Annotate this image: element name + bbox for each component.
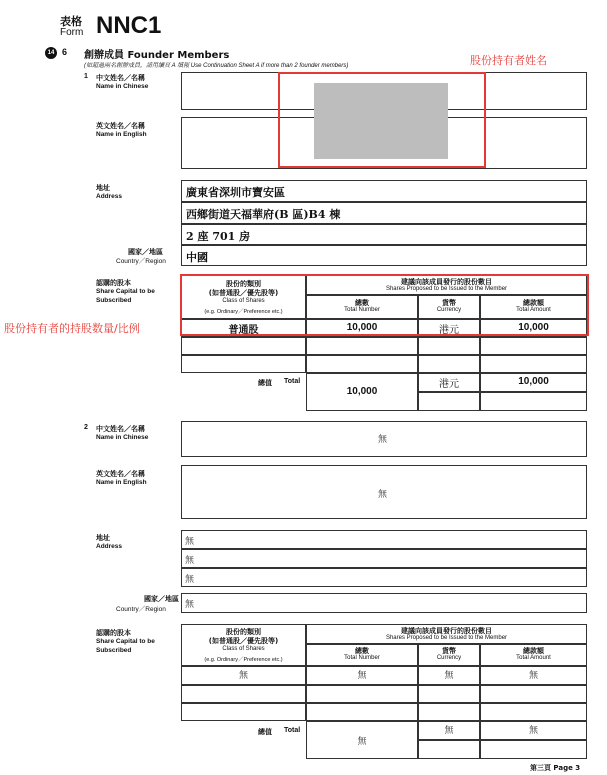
proposed-header-zh: 建議向該成員發行的股份數目 [401,278,492,286]
sum-amount-value: 10,000 [518,376,549,387]
name-chinese-label-zh: 中文姓名／名稱 [96,74,145,82]
proposed-header-en: Shares Proposed to be Issued to the Member [385,286,508,292]
member2-address-line3-value: 無 [185,575,195,585]
total-number-header-zh: 總數 [355,647,369,655]
country-label-zh: 國家／地區 [128,248,163,256]
empty-row-cell[interactable] [480,685,587,703]
member2-sum-currency-value: 無 [444,726,454,736]
name-english-label-en: Name in English [96,131,147,138]
capital-label-en2: Subscribed [96,297,132,304]
empty-row-cell[interactable] [181,703,306,721]
member1-index: 1 [84,73,88,80]
shares-highlight-box [180,274,589,336]
empty-row-cell[interactable] [306,703,418,721]
currency-header-en: Currency [436,307,462,313]
member2-address-line2-value: 無 [185,556,195,566]
currency-value: 港元 [439,325,459,336]
section-note: (如超過兩名創辦成員，請用續頁 A 填報 Use Continuation Sheet A if more than 2 founder members) [84,63,349,69]
class-header-zh2: (如普通股／優先股等) [208,637,279,645]
empty-row-cell[interactable] [306,355,418,373]
section-number: 6 [62,47,68,57]
section-badge: 14 [45,47,57,59]
total-number-value: 10,000 [346,322,378,333]
currency-header-zh: 貨幣 [442,299,456,307]
member2-index: 2 [84,424,88,431]
capital-label-zh: 認購的股本 [96,279,131,287]
country-label-en: Country／Region [116,606,166,613]
sum-empty-cell[interactable] [480,392,587,411]
capital-label-en1: Share Capital to be [96,638,155,645]
shares-annotation: 股份持有者的持股数量/比例 [4,322,140,335]
name-highlight-box [278,72,486,168]
name-annotation: 股份持有者姓名 [470,54,547,67]
address-label-zh: 地址 [96,184,110,192]
class-header-zh: 股份的類別 [226,280,261,288]
total-amount-header-zh: 總款額 [523,299,544,307]
member2-share-class-value: 無 [238,671,248,681]
sum-currency-value: 港元 [439,379,459,390]
proposed-header-zh: 建議向該成員發行的股份數目 [401,627,492,635]
empty-row-cell[interactable] [418,685,480,703]
total-amount-header-zh: 總款額 [523,647,544,655]
member2-currency-value: 無 [444,671,454,681]
total-label-zh: 總值 [258,728,272,736]
empty-row-cell[interactable] [480,703,587,721]
member2-address-line1[interactable] [181,530,587,549]
member1-address-line1[interactable] [181,180,587,202]
member2-name-english-value: 無 [378,490,388,500]
sum-empty-cell[interactable] [418,740,480,759]
total-label-en: Total [284,727,301,734]
empty-row-cell[interactable] [418,337,480,355]
total-amount-header-en: Total Amount [516,307,551,313]
address-label-zh: 地址 [96,534,110,542]
total-label-en: Total [284,378,301,385]
member2-address-line1-value: 無 [185,537,195,547]
member2-country-value: 無 [185,600,195,610]
empty-row-cell[interactable] [181,355,306,373]
class-header-zh2: (如普通股／優先股等) [208,289,279,297]
member2-total-amount-value: 無 [528,671,538,681]
name-english-label-en: Name in English [96,479,147,486]
member2-country-field[interactable] [181,593,587,613]
member2-name-chinese-value: 無 [378,435,388,445]
section-title: 創辦成員 Founder Members [84,50,230,61]
empty-row-cell[interactable] [418,355,480,373]
address-line1-text: 廣東省深圳市寶安區 [186,186,285,199]
sum-empty-cell[interactable] [418,392,480,411]
empty-row-cell[interactable] [306,337,418,355]
country-label-en: Country／Region [116,258,166,265]
total-number-header-zh: 總數 [355,299,369,307]
form-code: NNC1 [96,12,162,39]
country-text: 中國 [186,251,208,264]
total-number-header-en: Total Number [344,307,380,313]
member2-address-line3[interactable] [181,568,587,587]
empty-row-cell[interactable] [306,685,418,703]
member1-address-line2[interactable] [181,202,587,224]
total-label-zh: 總值 [258,379,272,387]
currency-header-en: Currency [436,655,462,661]
capital-label-en2: Subscribed [96,647,132,654]
empty-row-cell[interactable] [181,685,306,703]
name-english-label-zh: 英文姓名／名稱 [96,470,145,478]
name-chinese-label-en: Name in Chinese [96,83,149,90]
total-amount-header-en: Total Amount [516,655,551,661]
name-english-label-zh: 英文姓名／名稱 [96,122,145,130]
member1-address-line3[interactable] [181,224,587,245]
form-label-en: Form [60,27,84,38]
address-line2-text: 西鄉街道天福華府(B 區)B4 棟 [186,208,341,221]
capital-label-en1: Share Capital to be [96,288,155,295]
member2-sum-number-value: 無 [357,737,367,747]
class-header-en2: (e.g. Ordinary／Preference etc.) [204,309,283,315]
country-label-zh: 國家／地區 [144,595,179,603]
total-number-header-en: Total Number [344,655,380,661]
empty-row-cell[interactable] [181,337,306,355]
member2-sum-amount-value: 無 [528,726,538,736]
name-chinese-label-zh: 中文姓名／名稱 [96,425,145,433]
address-line3-text: 2 座 701 房 [186,230,251,243]
form-label-zh: 表格 [60,15,82,28]
class-header-en: Class of Shares [222,298,265,304]
member2-total-number-value: 無 [357,671,367,681]
sum-number-value: 10,000 [346,386,378,397]
class-header-zh: 股份的類別 [226,628,261,636]
address-label-en: Address [96,193,123,200]
capital-label-zh: 認購的股本 [96,629,131,637]
class-header-en2: (e.g. Ordinary／Preference etc.) [204,657,283,663]
empty-row-cell[interactable] [480,355,587,373]
empty-row-cell[interactable] [418,703,480,721]
share-class-value: 普通股 [228,325,259,336]
address-label-en: Address [96,543,123,550]
currency-header-zh: 貨幣 [442,647,456,655]
member1-country-field[interactable] [181,245,587,266]
member2-address-line2[interactable] [181,549,587,568]
class-header-en: Class of Shares [222,646,265,652]
name-chinese-label-en: Name in Chinese [96,434,149,441]
page-number: 第三頁 Page 3 [530,764,581,772]
empty-row-cell[interactable] [480,337,587,355]
sum-empty-cell[interactable] [480,740,587,759]
proposed-header-en: Shares Proposed to be Issued to the Member [385,635,508,641]
total-amount-value: 10,000 [518,322,549,333]
